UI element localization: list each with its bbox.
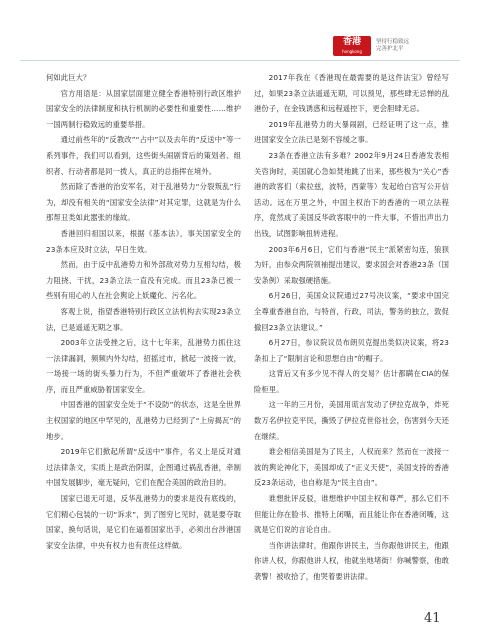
- paragraph: 这一年的三月份，美国用谎言发动了伊拉克战争，炸死数万名伊拉克平民，撕毁了伊拉克世俗社会，伤害到今天还在继续。: [254, 400, 449, 441]
- paragraph: 谁想批评反驳，谁想维护中国主权和尊严，那么它们不但能让你在脸书、推特上闭嘴，而且能让你在香港闭嘴，这就是它们说的言论自由。: [254, 494, 449, 535]
- header-divider: [20, 60, 460, 61]
- paragraph: 何如此巨大？: [46, 73, 91, 82]
- paragraph: 官方用语是：从国家层面建立健全香港特别行政区维护国家安全的法律制度和执行机制的必要性和重要性……维护一国两制行稳致远的重要举措。: [46, 88, 241, 129]
- header-slogan: [376, 39, 448, 53]
- paragraph: 当你讲法律时，他跟你讲民主，当你跟他讲民主，他跟你讲人权，你跟他讲人权，他就坐地堵街！你喊警察，他敢袭警！被收拾了，他哭着要讲法律。: [254, 540, 449, 581]
- page-number: 41: [424, 611, 441, 626]
- paragraph: 通过前些年的“反教改”“占中”以及去年的“反送中”等一系列事件，我们可以看到，这些街头闹剧背后的策划者、组织者、行动者都是同一拨人，真正的总指挥在境外。: [46, 135, 241, 176]
- paragraph: 2003年立法受挫之后，这十七年来，乱港势力抓住这一法律漏洞，频频内外勾结，招摇过市，掀起一波接一波，一场接一场的街头暴力行为，不但严重破坏了香港社会秩序，而且严重威胁着国家安全。: [46, 338, 241, 394]
- left-column: [46, 70, 241, 553]
- header-slogan-line-2: 完善护北平: [376, 46, 404, 52]
- header-slogan-line-1: 坚持行稳致远: [376, 39, 410, 45]
- paragraph: 2003年6月6日，它们与香港“民主”派紧密勾连，狼狈为奸，由参众两院领袖提出建议，要求国会对香港23条（国安条例）采取强硬措施。: [254, 244, 449, 285]
- paragraph: 2017年我在《香港现在最需要的是这件法宝》曾经写过，如果23条立法遥遥无期，可以预见，那些肆无忌惮的乱港份子，在金钱诱惑和远程遥控下，更会胆肆无忌。: [254, 73, 449, 114]
- paragraph: 客观上说，指望香港特别行政区立法机构去实现23条立法，已是遥遥无期之事。: [46, 306, 241, 332]
- paragraph: 这背后又有多少见不得人的交易？估计都瞒在CIA的保险柜里。: [254, 369, 449, 394]
- paragraph: 中国香港的国家安全处于“不设防”的状态，这是全世界主权国家的地区中罕见的，乱港势力已经到了“上房揭瓦”的地步。: [46, 400, 241, 441]
- paragraph: 香港回归祖国以来，根据《基本法》，事关国家安全的23条本应及时立法，早日生效。: [46, 228, 241, 254]
- right-column: [254, 70, 449, 585]
- paragraph: 23条在香港立法有多难？2002年9月24日香港发表相关咨询时，美国就心急如焚地跳了出来，那些极为“关心”香港的政客们（索拉兹，波特，西蒙等）发起给白宫写公开信活动。远在万里之外，中国主权治下的香港的一项立法程序，竟然成了美国反华政客眼中的一件大事，不惜出声出力出钱，试图影响扭转进程。: [254, 150, 449, 238]
- paragraph: 然而，由于反中乱港势力和外部敌对势力互相勾结，极力阻挠、干扰，23条立法一直没有完成。而且23条已被一些别有用心的人在社会舆论上妖魔化、污名化。: [46, 260, 241, 301]
- paragraph: 2019年它们掀起所谓“反送中”事件，名义上是反对通过法律条文，实质上是政治阴谋，企图通过祸乱香港，牵制中国发展脚步，毫无疑问，它们在配合美国的政治目的。: [46, 447, 241, 488]
- magazine-logo-sub: hongkong: [342, 49, 362, 54]
- paragraph: 2019年乱港势力的大暴闹剧，已经证明了这一点，推进国家安全立法已是刻不容缓之事。: [254, 119, 449, 145]
- paragraph: 然而除了香港的治安军名，对于乱港势力“分裂叛乱”行为，却没有相关的“国家安全法律”对其定罪，这就是为什么那帮丑类如此嚣张的缘故。: [46, 182, 241, 223]
- magazine-logo: 香港: [333, 36, 371, 56]
- paragraph: 6月26日，美国众议院通过27号决议案，“要求中国完全尊重香港自治，与特首，行政，司法，警务的独立，敦促撤回23条立法建议。”: [254, 291, 449, 332]
- paragraph: 国家已退无可退，反华乱港势力的要求是没有底线的，它们精心包装的一切“诉求”，到了图穷匕见时，就是要夺取国家，换句话说，是它们在逼着国家出手，必须出台涉港国家安全法律，中央有权力也有责任这样做。: [46, 494, 241, 550]
- paragraph: 谁会相信美国是为了民主，人权而来？然而在一波接一波的舆论神化下，美国却成了“正义天使”，美国支持的香港反23条运动，也自称是为“民主自由”。: [254, 447, 449, 488]
- page-header: [0, 0, 480, 62]
- paragraph: 6月27日，参议院议员布朗贝克提出类似决议案，将23条扣上了“限制言论和思想自由”的帽子。: [254, 338, 449, 363]
